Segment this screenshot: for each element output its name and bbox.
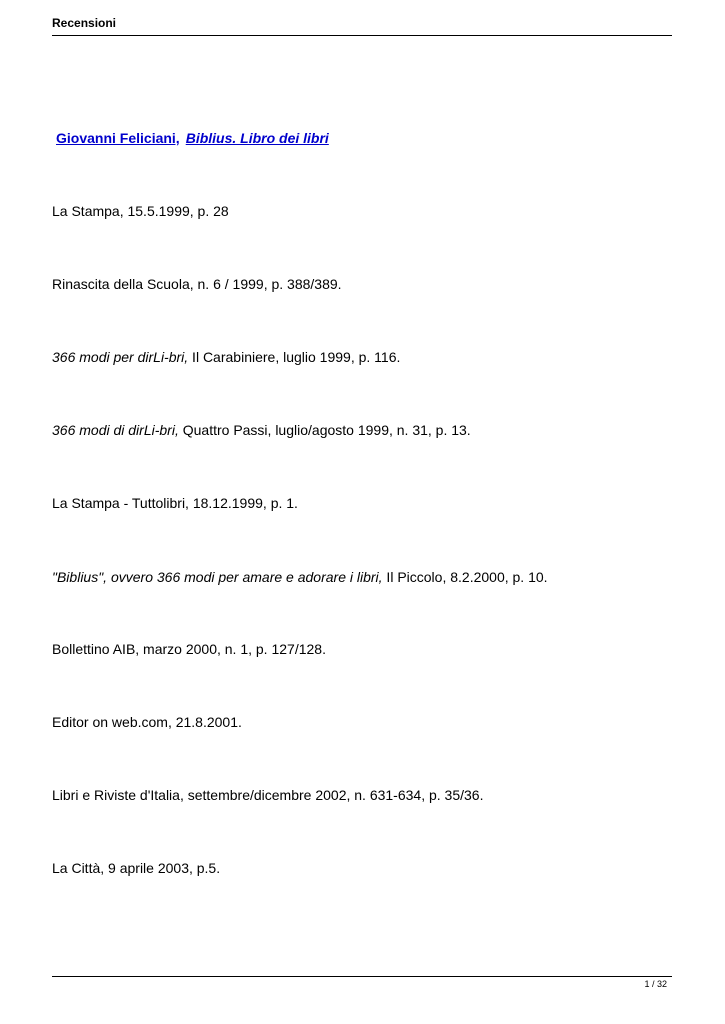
entry-text: Bollettino AIB, marzo 2000, n. 1, p. 127/128. <box>52 641 326 657</box>
entry-text: Il Piccolo, 8.2.2000, p. 10. <box>382 569 548 585</box>
review-entry <box>52 422 471 438</box>
entry-italic-text: "Biblius", ovvero 366 modi per amare e adorare i libri, <box>52 569 383 585</box>
book-title-link[interactable]: Biblius. Libro dei libri <box>185 130 329 146</box>
review-entry <box>52 860 220 876</box>
review-entry <box>52 714 242 730</box>
entry-italic-text: 366 modi di dirLi-bri, <box>52 422 179 438</box>
entry-text: Libri e Riviste d'Italia, settembre/dicembre 2002, n. 631-634, p. 35/36. <box>52 787 484 803</box>
review-entry <box>52 641 326 657</box>
entry-text: La Città, 9 aprile 2003, p.5. <box>52 860 221 876</box>
review-entry <box>52 787 483 803</box>
header-divider <box>52 35 672 36</box>
review-entry <box>52 276 342 292</box>
review-entry <box>52 495 298 511</box>
author-link[interactable]: Giovanni Feliciani, <box>56 130 180 146</box>
review-heading <box>56 130 329 146</box>
page-header-title: Recensioni <box>52 16 117 30</box>
entry-text: Rinascita della Scuola, n. 6 / 1999, p. 388/389. <box>52 276 342 292</box>
review-entry <box>52 569 548 585</box>
page-number: 1 / 32 <box>644 979 667 989</box>
entry-text: Editor on web.com, 21.8.2001. <box>52 714 242 730</box>
entry-italic-text: 366 modi per dirLi-bri, <box>52 349 189 365</box>
review-entry <box>52 203 229 219</box>
entry-text: Quattro Passi, luglio/agosto 1999, n. 31, p. 13. <box>178 422 471 438</box>
entry-text: Il Carabiniere, luglio 1999, p. 116. <box>188 349 401 365</box>
entry-text: La Stampa, 15.5.1999, p. 28 <box>52 203 229 219</box>
entry-text: La Stampa - Tuttolibri, 18.12.1999, p. 1. <box>52 495 298 511</box>
review-entry <box>52 349 400 365</box>
footer-divider <box>52 976 672 977</box>
